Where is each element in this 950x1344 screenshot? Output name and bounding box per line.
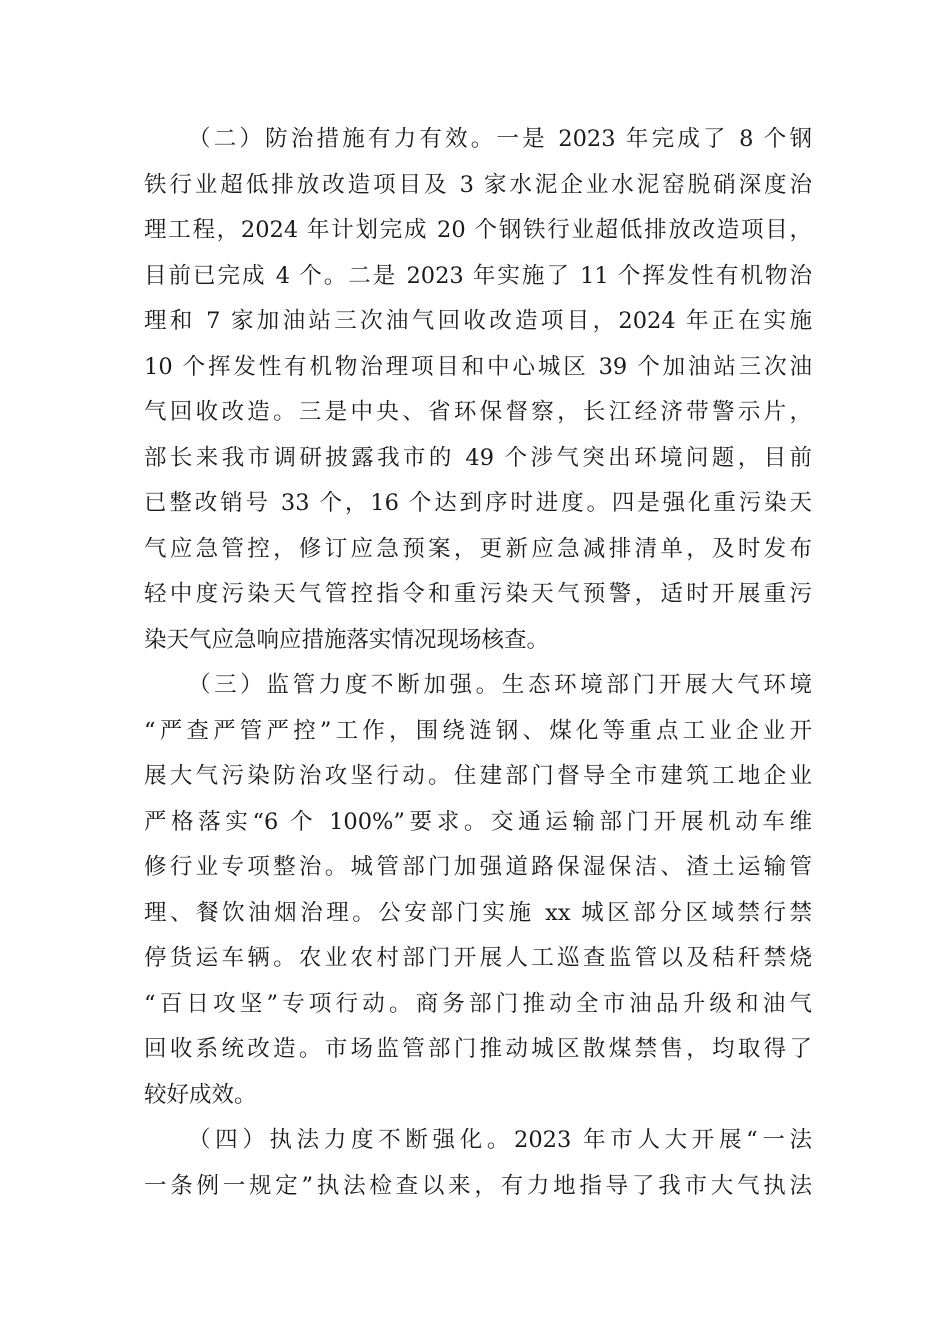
text-line: 气应急管控，修订应急预案，更新应急减排清单，及时发布	[144, 535, 812, 562]
paragraph-section-4	[144, 1118, 812, 1209]
text-line: 一条例一规定”执法检查以来，有力地指导了我市大气执法	[144, 1172, 812, 1199]
text-line: 停货运车辆。农业农村部门开展人工巡查监管以及秸秆禁烧	[144, 945, 812, 971]
text-line: （三）监管力度不断加强。生态环境部门开展大气环境	[188, 672, 812, 698]
text-line: 严格落实“6 个 100%”要求。交通运输部门开展机动车维	[144, 808, 812, 835]
text-line: “百日攻坚”专项行动。商务部门推动全市油品升级和油气	[144, 990, 812, 1017]
text-line: 目前已完成 4 个。二是 2023 年实施了 11 个挥发性有机物治	[144, 262, 812, 289]
text-line: “严查严管严控”工作，围绕涟钢、煤化等重点工业企业开	[144, 717, 812, 744]
text-line: 气回收改造。三是中央、省环保督察，长江经济带警示片，	[144, 399, 812, 425]
text-line: （二）防治措施有力有效。一是 2023 年完成了 8 个钢	[188, 126, 812, 152]
text-line: 理工程，2024 年计划完成 20 个钢铁行业超低排放改造项目，	[144, 217, 812, 243]
text-line: 染天气应急响应措施落实情况现场核查。	[144, 626, 550, 653]
text-line: 理和 7 家加油站三次油气回收改造项目，2024 年正在实施	[144, 308, 812, 334]
text-line: 部长来我市调研披露我市的 49 个涉气突出环境问题，目前	[144, 444, 812, 471]
text-line: 修行业专项整治。城管部门加强道路保湿保洁、渣土运输管	[144, 854, 812, 880]
text-line: 较好成效。	[144, 1081, 257, 1108]
text-line: 展大气污染防治攻坚行动。住建部门督导全市建筑工地企业	[144, 763, 812, 789]
text-line: 轻中度污染天气管控指令和重污染天气预警，适时开展重污	[144, 581, 812, 607]
text-line: 回收系统改造。市场监管部门推动城区散煤禁售，均取得了	[144, 1036, 812, 1062]
text-line: 理、餐饮油烟治理。公安部门实施 xx 城区部分区域禁行禁	[144, 899, 812, 926]
body-text	[144, 117, 812, 1209]
paragraph-section-3	[144, 663, 812, 1118]
text-line: 10 个挥发性有机物治理项目和中心城区 39 个加油站三次油	[144, 353, 812, 380]
paragraph-section-2	[144, 117, 812, 663]
text-line: 铁行业超低排放改造项目及 3 家水泥企业水泥窑脱硝深度治	[144, 171, 812, 198]
text-line: 已整改销号 33 个，16 个达到序时进度。四是强化重污染天	[144, 490, 812, 516]
text-line: （四）执法力度不断强化。2023 年市人大开展“一法	[188, 1127, 812, 1153]
